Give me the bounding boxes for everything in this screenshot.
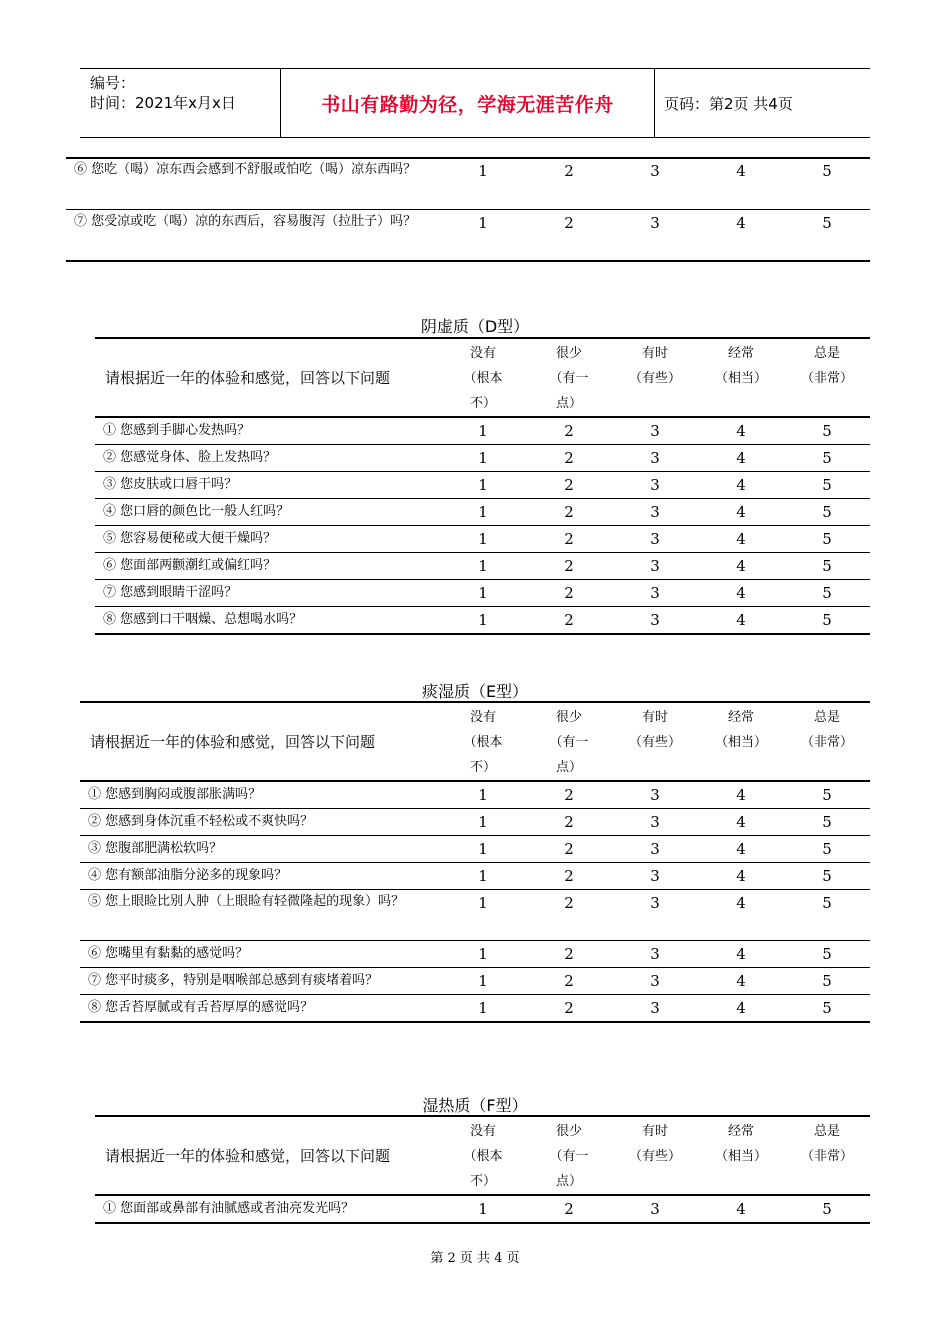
score-4[interactable]: 4: [698, 499, 784, 526]
question-text: ④ 您有额部油脂分泌多的现象吗？: [80, 863, 440, 890]
question-text: ① 您感到胸闷或腹部胀满吗？: [80, 781, 440, 809]
question-text: ⑥ 您嘴里有黏黏的感觉吗？: [80, 941, 440, 968]
score-5[interactable]: 5: [784, 417, 870, 445]
score-4[interactable]: 4: [698, 445, 784, 472]
score-2[interactable]: 2: [526, 1195, 612, 1223]
score-4[interactable]: 4: [698, 968, 784, 995]
score-2[interactable]: 2: [526, 863, 612, 890]
score-4[interactable]: 4: [698, 607, 784, 635]
score-4[interactable]: 4: [698, 209, 784, 261]
table-row: [66, 158, 870, 209]
table-row: [80, 995, 870, 1023]
score-4[interactable]: 4: [698, 809, 784, 836]
question-text: ⑥ 您面部两颧潮红或偏红吗？: [95, 553, 440, 580]
score-5[interactable]: 5: [784, 941, 870, 968]
score-2[interactable]: 2: [526, 781, 612, 809]
section-e-table: [80, 703, 870, 1023]
table-row: [95, 526, 870, 553]
table-row: [80, 781, 870, 809]
score-1[interactable]: 1: [440, 553, 526, 580]
score-4[interactable]: 4: [698, 417, 784, 445]
score-5[interactable]: 5: [784, 890, 870, 941]
top-table: [66, 158, 870, 262]
section-title-d: 阴虚质（D型）: [420, 317, 530, 336]
score-2[interactable]: 2: [526, 209, 612, 261]
table-row: [66, 209, 870, 261]
page-footer: 第 2 页 共 4 页: [430, 1251, 520, 1266]
question-text: ⑤ 您上眼睑比别人肿（上眼睑有轻微隆起的现象）吗？: [80, 890, 440, 941]
col-header-sometimes: 有时 （有些）: [612, 339, 698, 417]
score-1[interactable]: 1: [440, 417, 526, 445]
score-2[interactable]: 2: [526, 158, 612, 209]
question-text: ⑤ 您容易便秘或大便干燥吗？: [95, 526, 440, 553]
score-2[interactable]: 2: [526, 417, 612, 445]
table-row: [95, 445, 870, 472]
score-3[interactable]: 3: [612, 941, 698, 968]
score-5[interactable]: 5: [784, 209, 870, 261]
score-1[interactable]: 1: [440, 1195, 526, 1223]
prompt-text: 请根据近一年的体验和感觉，回答以下问题: [80, 703, 440, 781]
question-text: ⑦ 您感到眼睛干涩吗？: [95, 580, 440, 607]
table-row: [95, 607, 870, 635]
question-text: ④ 您口唇的颜色比一般人红吗？: [95, 499, 440, 526]
header-meta: [80, 69, 280, 137]
question-text: ⑦ 您平时痰多，特别是咽喉部总感到有痰堵着吗？: [80, 968, 440, 995]
header-motto: 书山有路勤为径，学海无涯苦作舟: [280, 69, 655, 137]
score-1[interactable]: 1: [440, 941, 526, 968]
score-2[interactable]: 2: [526, 941, 612, 968]
score-4[interactable]: 4: [698, 1195, 784, 1223]
section-d-table: [95, 339, 870, 635]
table-row: [95, 499, 870, 526]
question-text: ⑥ 您吃（喝）凉东西会感到不舒服或怕吃（喝）凉东西吗？: [66, 158, 440, 209]
section-e-rows: [80, 781, 870, 1022]
score-4[interactable]: 4: [698, 863, 784, 890]
score-1[interactable]: 1: [440, 863, 526, 890]
score-2[interactable]: 2: [526, 445, 612, 472]
score-1[interactable]: 1: [440, 968, 526, 995]
score-3[interactable]: 3: [612, 499, 698, 526]
header-row: [95, 1117, 870, 1195]
score-3[interactable]: 3: [612, 158, 698, 209]
score-1[interactable]: 1: [440, 995, 526, 1023]
score-5[interactable]: 5: [784, 472, 870, 499]
page-header: [80, 68, 870, 138]
score-5[interactable]: 5: [784, 158, 870, 209]
score-3[interactable]: 3: [612, 968, 698, 995]
col-header-always: 总是 （非常）: [784, 703, 870, 781]
score-3[interactable]: 3: [612, 445, 698, 472]
prompt-text: 请根据近一年的体验和感觉，回答以下问题: [95, 1117, 440, 1195]
score-1[interactable]: 1: [440, 890, 526, 941]
table-row: [80, 941, 870, 968]
table-row: [95, 472, 870, 499]
score-3[interactable]: 3: [612, 526, 698, 553]
table-row: [95, 417, 870, 445]
header-row: [80, 703, 870, 781]
score-2[interactable]: 2: [526, 499, 612, 526]
score-2[interactable]: 2: [526, 472, 612, 499]
score-1[interactable]: 1: [440, 607, 526, 635]
score-1[interactable]: 1: [440, 472, 526, 499]
score-2[interactable]: 2: [526, 890, 612, 941]
col-header-always: 总是 （非常）: [784, 1117, 870, 1195]
score-4[interactable]: 4: [698, 941, 784, 968]
score-5[interactable]: 5: [784, 580, 870, 607]
score-3[interactable]: 3: [612, 781, 698, 809]
section-f-table: [95, 1117, 870, 1224]
question-text: ③ 您皮肤或口唇干吗？: [95, 472, 440, 499]
score-4[interactable]: 4: [698, 890, 784, 941]
col-header-sometimes: 有时 （有些）: [612, 703, 698, 781]
score-3[interactable]: 3: [612, 863, 698, 890]
score-4[interactable]: 4: [698, 781, 784, 809]
table-row: [95, 553, 870, 580]
score-4[interactable]: 4: [698, 995, 784, 1023]
score-1[interactable]: 1: [440, 526, 526, 553]
score-5[interactable]: 5: [784, 781, 870, 809]
score-2[interactable]: 2: [526, 995, 612, 1023]
col-header-always: 总是 （非常）: [784, 339, 870, 417]
col-header-often: 经常 （相当）: [698, 339, 784, 417]
col-header-rarely: 很少 （有一 点）: [526, 339, 612, 417]
col-header-never: 没有 （根本 不）: [440, 1117, 526, 1195]
question-text: ② 您感到身体沉重不轻松或不爽快吗？: [80, 809, 440, 836]
score-4[interactable]: 4: [698, 158, 784, 209]
score-2[interactable]: 2: [526, 968, 612, 995]
table-row: [80, 809, 870, 836]
doc-time-label: 时间：2021年x月x日: [90, 94, 236, 112]
score-1[interactable]: 1: [440, 445, 526, 472]
question-text: ③ 您腹部肥满松软吗？: [80, 836, 440, 863]
col-header-sometimes: 有时 （有些）: [612, 1117, 698, 1195]
question-text: ⑧ 您舌苔厚腻或有舌苔厚厚的感觉吗？: [80, 995, 440, 1023]
table-row: [80, 863, 870, 890]
score-3[interactable]: 3: [612, 836, 698, 863]
header-page-label: 页码：第2页 共4页: [664, 94, 793, 113]
score-3[interactable]: 3: [612, 580, 698, 607]
table-row: [80, 890, 870, 941]
score-5[interactable]: 5: [784, 445, 870, 472]
score-1[interactable]: 1: [440, 209, 526, 261]
col-header-rarely: 很少 （有一 点）: [526, 703, 612, 781]
doc-number-label: 编号：: [90, 74, 136, 92]
score-4[interactable]: 4: [698, 553, 784, 580]
score-3[interactable]: 3: [612, 209, 698, 261]
score-1[interactable]: 1: [440, 781, 526, 809]
section-d-rows: [95, 417, 870, 634]
score-3[interactable]: 3: [612, 553, 698, 580]
score-5[interactable]: 5: [784, 995, 870, 1023]
score-3[interactable]: 3: [612, 995, 698, 1023]
table-row: [95, 1195, 870, 1223]
score-5[interactable]: 5: [784, 863, 870, 890]
question-text: ① 您感到手脚心发热吗？: [95, 417, 440, 445]
score-3[interactable]: 3: [612, 607, 698, 635]
score-2[interactable]: 2: [526, 809, 612, 836]
question-text: ⑦ 您受凉或吃（喝）凉的东西后，容易腹泻（拉肚子）吗？: [66, 209, 440, 261]
score-2[interactable]: 2: [526, 607, 612, 635]
score-5[interactable]: 5: [784, 836, 870, 863]
score-2[interactable]: 2: [526, 580, 612, 607]
score-1[interactable]: 1: [440, 809, 526, 836]
table-row: [95, 580, 870, 607]
question-text: ② 您感觉身体、脸上发热吗？: [95, 445, 440, 472]
score-4[interactable]: 4: [698, 580, 784, 607]
section-title-f: 湿热质（F型）: [422, 1096, 528, 1115]
score-3[interactable]: 3: [612, 417, 698, 445]
table-row: [80, 836, 870, 863]
header-row: [95, 339, 870, 417]
col-header-never: 没有 （根本 不）: [440, 339, 526, 417]
score-1[interactable]: 1: [440, 836, 526, 863]
col-header-never: 没有 （根本 不）: [440, 703, 526, 781]
score-1[interactable]: 1: [440, 499, 526, 526]
score-5[interactable]: 5: [784, 553, 870, 580]
score-5[interactable]: 5: [784, 809, 870, 836]
score-5[interactable]: 5: [784, 607, 870, 635]
col-header-rarely: 很少 （有一 点）: [526, 1117, 612, 1195]
question-text: ① 您面部或鼻部有油腻感或者油亮发光吗？: [95, 1195, 440, 1223]
score-3[interactable]: 3: [612, 1195, 698, 1223]
score-3[interactable]: 3: [612, 809, 698, 836]
score-3[interactable]: 3: [612, 472, 698, 499]
score-5[interactable]: 5: [784, 499, 870, 526]
score-1[interactable]: 1: [440, 158, 526, 209]
section-title-e: 痰湿质（E型）: [421, 682, 529, 701]
score-3[interactable]: 3: [612, 890, 698, 941]
score-2[interactable]: 2: [526, 553, 612, 580]
score-5[interactable]: 5: [784, 968, 870, 995]
score-5[interactable]: 5: [784, 1195, 870, 1223]
table-row: [80, 968, 870, 995]
score-4[interactable]: 4: [698, 836, 784, 863]
score-5[interactable]: 5: [784, 526, 870, 553]
score-1[interactable]: 1: [440, 580, 526, 607]
prompt-text: 请根据近一年的体验和感觉，回答以下问题: [95, 339, 440, 417]
score-4[interactable]: 4: [698, 472, 784, 499]
section-f-rows: [95, 1195, 870, 1223]
score-4[interactable]: 4: [698, 526, 784, 553]
question-text: ⑧ 您感到口干咽燥、总想喝水吗？: [95, 607, 440, 635]
score-2[interactable]: 2: [526, 836, 612, 863]
col-header-often: 经常 （相当）: [698, 703, 784, 781]
col-header-often: 经常 （相当）: [698, 1117, 784, 1195]
score-2[interactable]: 2: [526, 526, 612, 553]
